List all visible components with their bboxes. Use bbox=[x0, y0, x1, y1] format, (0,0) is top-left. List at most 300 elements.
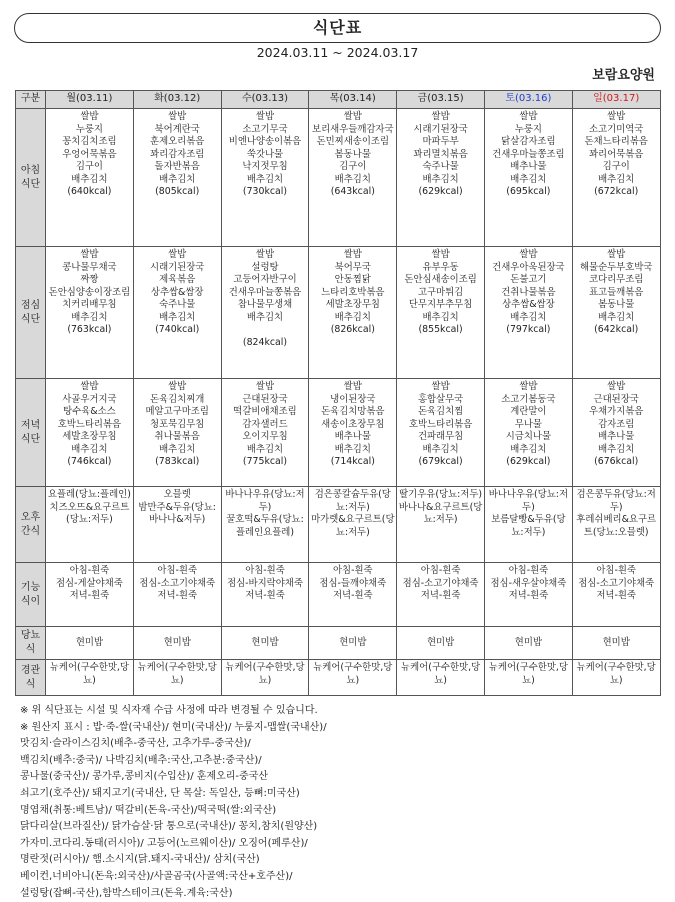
menu-item: 딸기우유(당뇨:저두) bbox=[399, 489, 483, 500]
menu-item: 배추김치 bbox=[246, 173, 284, 185]
menu-item: 참나물무생채 bbox=[237, 299, 293, 310]
menu-cell bbox=[221, 247, 309, 379]
menu-item: 느타리호박볶음 bbox=[321, 286, 385, 298]
menu-item: 상추쌈&쌈장 bbox=[502, 299, 555, 310]
menu-item: 쌀밥 bbox=[255, 111, 275, 122]
menu-item: 표고들깨볶음 bbox=[589, 286, 644, 298]
row-label-line: 기능 bbox=[20, 581, 41, 593]
menu-item: 홍합살무국 bbox=[417, 393, 464, 405]
menu-item: 배추김치 bbox=[598, 311, 635, 323]
menu-item: 바나나&요구르트(당뇨:저두) bbox=[398, 501, 483, 525]
menu-item: 요플레(당뇨:플레인) bbox=[47, 489, 131, 500]
menu-item: 보름달빵&두유(당뇨:저두) bbox=[491, 514, 566, 538]
row-label-line: 오후 bbox=[20, 511, 41, 523]
menu-item: 배추나물 bbox=[598, 431, 635, 442]
menu-cell bbox=[309, 660, 397, 696]
menu-cell bbox=[572, 379, 660, 487]
menu-item: 쌀밥 bbox=[519, 249, 538, 260]
row-label-snack bbox=[16, 487, 46, 563]
menu-item: 낙지젓무침 bbox=[242, 161, 288, 172]
menu-item: 누룽지 bbox=[514, 123, 542, 135]
menu-item: 돈육김치찜 bbox=[417, 406, 464, 417]
menu-item: 쌀밥 bbox=[343, 381, 362, 392]
menu-item: 배추김치 bbox=[598, 443, 635, 455]
menu-item: 오믈렛 bbox=[163, 489, 191, 500]
menu-item: 저녁-흰죽 bbox=[157, 590, 197, 601]
menu-item: 마가렛&요구르트(당뇨:저두) bbox=[311, 514, 395, 538]
menu-item: 돈육김치망볶음 bbox=[321, 406, 385, 417]
menu-item: 제육볶음 bbox=[159, 274, 196, 285]
menu-item: 해물순두부호박국 bbox=[579, 261, 653, 273]
menu-item: 배추김치 bbox=[71, 311, 108, 323]
menu-item: (824kcal) bbox=[242, 336, 288, 348]
menu-item: 건새우마늘쫑조림 bbox=[492, 148, 565, 160]
menu-cell bbox=[572, 109, 660, 247]
menu-item: (629kcal) bbox=[418, 186, 463, 197]
menu-item: 고구마튀김 bbox=[417, 286, 464, 298]
menu-item: 후레쉬베리&요구르트(당뇨:오믈렛) bbox=[576, 514, 657, 538]
menu-item: 아침-흰죽 bbox=[157, 565, 197, 576]
menu-cell bbox=[221, 563, 309, 627]
menu-item: 배추김치 bbox=[246, 443, 284, 455]
menu-item: 꽈리멸치볶음 bbox=[413, 148, 468, 160]
row-dinner bbox=[16, 379, 661, 487]
menu-item: 뉴케어(구수한맛,당뇨) bbox=[225, 662, 305, 686]
row-tube-feeding bbox=[16, 660, 661, 696]
row-diabetic-diet bbox=[16, 627, 661, 660]
menu-cell bbox=[46, 627, 134, 660]
menu-item: 뉴케어(구수한맛,당뇨) bbox=[313, 662, 393, 686]
note-line: ※ 위 식단표는 시설 및 식자재 수급 사정에 따라 변경될 수 있습니다. bbox=[20, 705, 318, 716]
menu-item: 유부우동 bbox=[422, 261, 459, 273]
menu-item: 숙주나물 bbox=[422, 161, 459, 172]
menu-item: 돈육김치찌개 bbox=[150, 393, 205, 405]
menu-item: 배추김치 bbox=[598, 173, 635, 185]
header-fri: 금(03.15) bbox=[397, 91, 485, 109]
menu-cell bbox=[46, 660, 134, 696]
menu-cell bbox=[484, 487, 572, 563]
menu-item: 저녁-흰죽 bbox=[245, 590, 285, 601]
menu-item: 뉴케어(구수한맛,당뇨) bbox=[576, 662, 656, 686]
menu-item: 쌀밥 bbox=[519, 381, 538, 392]
menu-item: 김구이 bbox=[339, 161, 367, 172]
menu-item: 시금치나물 bbox=[505, 431, 552, 442]
menu-cell bbox=[133, 379, 221, 487]
menu-item: 쌀밥 bbox=[80, 381, 99, 392]
row-label-line: 간식 bbox=[20, 525, 41, 537]
menu-cell bbox=[572, 627, 660, 660]
menu-cell bbox=[397, 563, 485, 627]
row-label-line: 저녁 bbox=[20, 419, 41, 431]
menu-item: 배추김치 bbox=[510, 443, 547, 455]
row-label-line: 경관 bbox=[20, 664, 41, 676]
menu-cell bbox=[133, 627, 221, 660]
row-special-diet bbox=[16, 563, 661, 627]
row-label-line: 식 bbox=[25, 644, 36, 655]
header-thu: 목(03.14) bbox=[309, 91, 397, 109]
menu-cell bbox=[397, 379, 485, 487]
menu-cell bbox=[46, 247, 134, 379]
row-label-line: 식이 bbox=[20, 595, 41, 607]
note-line: 쇠고기(호주산)/ 돼지고기(국내산, 단 목살: 독일산, 등뼈:미국산) bbox=[20, 787, 300, 799]
menu-item: 배추나물 bbox=[510, 161, 547, 172]
menu-item: 현미밥 bbox=[163, 636, 191, 648]
row-label-line: 식단 bbox=[20, 313, 41, 325]
menu-cell bbox=[572, 487, 660, 563]
menu-cell bbox=[46, 487, 134, 563]
menu-item: 배추김치 bbox=[159, 443, 196, 455]
menu-item: 뉴케어(구수한맛,당뇨) bbox=[137, 662, 217, 686]
menu-item: 돌자반볶음 bbox=[154, 161, 200, 172]
menu-item: 쌀밥 bbox=[607, 111, 626, 122]
menu-item: 쌀밥 bbox=[80, 111, 99, 122]
menu-item: 검은콩칼슘두유(당뇨:저두) bbox=[314, 489, 391, 513]
note-line: 백김치(배추:중국)/ 나박김치(배추:국산,고추분:중국산)/ bbox=[20, 754, 262, 766]
menu-item: 설렁탕 bbox=[251, 261, 279, 273]
menu-item: 돈안심양송이장조림 bbox=[48, 286, 131, 298]
menu-item: 쌀밥 bbox=[607, 381, 626, 392]
menu-item: 돈불고기 bbox=[510, 274, 547, 285]
menu-cell bbox=[309, 247, 397, 379]
menu-cell bbox=[484, 660, 572, 696]
menu-item: (714kcal) bbox=[330, 456, 375, 467]
menu-item: (642kcal) bbox=[594, 324, 639, 335]
menu-item: 아침-흰죽 bbox=[69, 565, 110, 576]
menu-item: 숙주나물 bbox=[159, 299, 196, 310]
menu-cell bbox=[221, 627, 309, 660]
row-label-line: 아침 bbox=[20, 164, 41, 176]
menu-item: 감자샐러드 bbox=[242, 418, 288, 430]
menu-cell bbox=[484, 627, 572, 660]
row-lunch bbox=[16, 247, 661, 379]
menu-item: (805kcal) bbox=[155, 186, 200, 197]
menu-item: 쌀밥 bbox=[343, 111, 362, 122]
menu-cell bbox=[397, 487, 485, 563]
menu-item: 소고기미역국 bbox=[589, 123, 644, 135]
menu-item: 건취나물볶음 bbox=[501, 286, 556, 298]
menu-item: (629kcal) bbox=[506, 456, 551, 467]
menu-item: 건새우마늘쫑볶음 bbox=[228, 286, 302, 298]
menu-item: 아침-흰죽 bbox=[508, 565, 549, 576]
menu-cell bbox=[484, 563, 572, 627]
menu-item: 쌀밥 bbox=[431, 249, 450, 260]
note-line: 콩나물(중국산)/ 콩가루,콩비지(수입산)/ 훈제오리-중국산 bbox=[20, 771, 269, 783]
menu-item: 돈채느타리볶음 bbox=[584, 136, 648, 147]
menu-item: 배추김치 bbox=[510, 173, 547, 185]
menu-item: 아침-흰죽 bbox=[245, 565, 285, 576]
menu-item: 배추김치 bbox=[71, 443, 108, 455]
row-label-dinner bbox=[16, 379, 46, 487]
row-label-line: 식단 bbox=[20, 178, 41, 190]
menu-cell bbox=[484, 109, 572, 247]
menu-item: 김구이 bbox=[602, 161, 630, 172]
menu-item: 점심-소고기야채죽 bbox=[402, 577, 479, 589]
menu-item: 훈제오리볶음 bbox=[150, 136, 205, 147]
menu-item: 콩나물무채국 bbox=[62, 261, 117, 273]
menu-item: 아침-흰죽 bbox=[332, 565, 373, 576]
menu-item: 닭살감자조림 bbox=[501, 136, 556, 147]
menu-item: 쌀밥 bbox=[255, 249, 275, 260]
menu-item: 뉴케어(구수한맛,당뇨) bbox=[401, 662, 481, 686]
menu-cell bbox=[133, 247, 221, 379]
menu-item: 소고기봄동국 bbox=[501, 393, 556, 405]
menu-item: 봄동나물 bbox=[334, 148, 371, 160]
menu-item: 배추김치 bbox=[422, 173, 459, 185]
menu-item: (695kcal) bbox=[506, 186, 551, 197]
menu-item: 근대된장국 bbox=[242, 393, 288, 405]
menu-item: 바나나우유(당뇨:저두) bbox=[225, 489, 305, 513]
menu-item: 비엔나양송이볶음 bbox=[228, 136, 302, 147]
menu-cell bbox=[397, 627, 485, 660]
menu-cell bbox=[221, 660, 309, 696]
menu-item: 배추김치 bbox=[71, 173, 108, 185]
notes bbox=[20, 703, 660, 902]
menu-item: (826kcal) bbox=[330, 324, 375, 335]
menu-item: 우엉어묵볶음 bbox=[62, 148, 117, 160]
row-label-lunch bbox=[16, 247, 46, 379]
menu-cell bbox=[309, 109, 397, 247]
menu-item: (775kcal) bbox=[242, 456, 288, 467]
menu-item: (740kcal) bbox=[155, 324, 200, 335]
menu-item: 아침-흰죽 bbox=[420, 565, 461, 576]
menu-item: 김구이 bbox=[75, 161, 103, 172]
menu-item: (643kcal) bbox=[330, 186, 375, 197]
menu-item: 저녁-흰죽 bbox=[596, 590, 636, 601]
row-breakfast bbox=[16, 109, 661, 247]
menu-item: 사골우거지국 bbox=[62, 393, 117, 405]
menu-cell bbox=[221, 109, 309, 247]
menu-cell bbox=[221, 487, 309, 563]
menu-item: 쌀밥 bbox=[431, 111, 450, 122]
menu-cell bbox=[572, 660, 660, 696]
menu-item: (730kcal) bbox=[242, 186, 288, 197]
menu-item: 배추김치 bbox=[246, 311, 284, 323]
menu-item: 뉴케어(구수한맛,당뇨) bbox=[49, 662, 129, 686]
menu-item: 새송이초장무침 bbox=[321, 418, 385, 430]
menu-item: 보리새우들깨감자국 bbox=[312, 123, 394, 135]
note-line: 맛김치·슬라이스김치(배추-중국산, 고추가루-중국산)/ bbox=[20, 738, 251, 750]
menu-cell bbox=[133, 487, 221, 563]
menu-item: 쌀밥 bbox=[607, 249, 626, 260]
header-sat: 토(03.16) bbox=[484, 91, 572, 109]
menu-item: 계란말이 bbox=[510, 406, 547, 417]
menu-item: (676kcal) bbox=[594, 456, 639, 467]
row-label-tube-feeding bbox=[16, 660, 46, 696]
menu-item: 저녁-흰죽 bbox=[332, 590, 373, 601]
menu-cell bbox=[46, 109, 134, 247]
menu-item: 감자조림 bbox=[598, 418, 635, 430]
menu-cell bbox=[484, 247, 572, 379]
menu-item: 돈민찌새송이조림 bbox=[316, 136, 390, 147]
note-line: 명엽채(취통:베트남)/ 떡갈비(돈육-국산)/떡국떡(쌀:외국산) bbox=[20, 804, 277, 816]
menu-item: 배추김치 bbox=[334, 173, 371, 185]
menu-item: 코다리무조림 bbox=[589, 274, 644, 285]
menu-item: 무나물 bbox=[514, 418, 542, 430]
header-wed: 수(03.13) bbox=[221, 91, 309, 109]
menu-item: 떡갈비애채조림 bbox=[233, 406, 297, 417]
menu-item: 현미밥 bbox=[514, 636, 542, 648]
date-range: 2024.03.11 ~ 2024.03.17 bbox=[256, 45, 419, 60]
menu-item: 소고기무국 bbox=[242, 123, 288, 135]
menu-item: 꽁치김치조림 bbox=[62, 136, 117, 147]
page-title: 식단표 bbox=[14, 13, 661, 43]
note-line: 설렁탕(잡뼈-국산),함박스테이크(돈육.계육:국산) bbox=[20, 887, 233, 899]
menu-item: 점심-바지락야채죽 bbox=[227, 577, 303, 589]
menu-item: 저녁-흰죽 bbox=[420, 590, 461, 601]
menu-item: 취나물볶음 bbox=[154, 431, 200, 442]
menu-item: 쌀밥 bbox=[431, 381, 450, 392]
menu-item: 배추김치 bbox=[510, 311, 547, 323]
menu-item: 현미밥 bbox=[602, 636, 630, 648]
menu-item: 짜짱 bbox=[80, 274, 99, 285]
menu-item: 배추김치 bbox=[159, 173, 196, 185]
menu-cell bbox=[46, 563, 134, 627]
menu-item: 점심-게살야채죽 bbox=[56, 577, 123, 589]
menu-item: 탕수육&소스 bbox=[63, 406, 116, 417]
menu-item: 시래기된장국 bbox=[150, 261, 205, 273]
menu-item: 북어무국 bbox=[334, 261, 371, 273]
menu-item: 뉴케어(구수한맛,당뇨) bbox=[488, 662, 568, 686]
menu-item: 봄동나물 bbox=[598, 299, 635, 310]
menu-item: 호박느타리볶음 bbox=[57, 418, 122, 430]
menu-item: 저녁-흰죽 bbox=[69, 590, 110, 601]
menu-item: (797kcal) bbox=[506, 324, 551, 335]
note-line: ※ 원산지 표시 : 밥·죽-쌀(국내산)/ 현미(국내산)/ 누룽지-맵쌀(국내산)/ bbox=[20, 721, 327, 733]
menu-cell bbox=[397, 660, 485, 696]
menu-item: 아침-흰죽 bbox=[596, 565, 636, 576]
menu-item: (855kcal) bbox=[418, 324, 463, 335]
menu-item: 쌀밥 bbox=[80, 249, 99, 260]
menu-cell bbox=[133, 109, 221, 247]
menu-item: 건새우아욱된장국 bbox=[492, 261, 565, 273]
menu-item: 단무지부추무침 bbox=[408, 299, 473, 310]
menu-item: 메알고구마조림 bbox=[145, 406, 209, 417]
menu-cell bbox=[221, 379, 309, 487]
menu-cell bbox=[484, 379, 572, 487]
menu-item: 세발초장무침 bbox=[62, 431, 117, 442]
menu-item: 세발초장무침 bbox=[325, 299, 380, 310]
menu-item: 배추김치 bbox=[334, 443, 371, 455]
note-line: 베이컨,너비아니(돈육:외국산)/사골곰국(사골액:국산+호주산)/ bbox=[20, 870, 293, 882]
menu-item: 쌀밥 bbox=[168, 381, 187, 392]
menu-item: 고등어자반구이 bbox=[233, 274, 297, 285]
menu-cell bbox=[572, 247, 660, 379]
header-category: 구분 bbox=[16, 91, 46, 109]
menu-item: 안동찜닭 bbox=[334, 274, 371, 285]
menu-cell bbox=[46, 379, 134, 487]
facility-name: 보람요양원 bbox=[592, 68, 655, 83]
menu-item: 꽈리감자조림 bbox=[150, 148, 205, 160]
header-mon: 월(03.11) bbox=[46, 91, 134, 109]
header-sun: 일(03.17) bbox=[572, 91, 660, 109]
header-row bbox=[16, 91, 661, 109]
menu-item: (763kcal) bbox=[67, 324, 112, 335]
row-label-line: 점심 bbox=[20, 299, 41, 311]
row-label-breakfast bbox=[16, 109, 46, 247]
menu-cell bbox=[309, 627, 397, 660]
menu-item: 배추나물 bbox=[334, 431, 371, 442]
note-line: 명란젓(러시아)/ 햄.소시지(닭.돼지-국내산)/ 삼치(국산) bbox=[20, 854, 260, 866]
menu-item: 오이지무침 bbox=[242, 431, 288, 442]
menu-item: 점심-새우살야채죽 bbox=[490, 577, 567, 589]
menu-item: (640kcal) bbox=[67, 186, 112, 197]
header-tue: 화(03.12) bbox=[133, 91, 221, 109]
note-line: 가자미.코다리.동태(러시아)/ 고등어(노르웨이산)/ 오징어(페루산)/ bbox=[20, 837, 308, 849]
menu-item: 저녁-흰죽 bbox=[508, 590, 549, 601]
menu-item: 호박느타리볶음 bbox=[408, 418, 473, 430]
menu-item: 쌀밥 bbox=[343, 249, 362, 260]
menu-cell bbox=[309, 487, 397, 563]
menu-item: 마파두부 bbox=[422, 136, 459, 147]
menu-item: 쌀밥 bbox=[168, 111, 187, 122]
row-label-line: 식 bbox=[25, 678, 36, 690]
row-label-line: 당뇨 bbox=[20, 630, 41, 641]
menu-item: 검은콩두유(당뇨:저두) bbox=[576, 489, 656, 513]
menu-cell bbox=[133, 660, 221, 696]
menu-item: 배추김치 bbox=[334, 311, 371, 323]
menu-item bbox=[223, 324, 308, 337]
menu-item: 돈안심새송이조림 bbox=[404, 274, 477, 285]
menu-item: 치즈오뜨&요구르트(당뇨:저두) bbox=[49, 501, 130, 525]
menu-item: 누룽지 bbox=[75, 123, 103, 135]
menu-cell bbox=[397, 109, 485, 247]
menu-item: 우채가지볶음 bbox=[589, 406, 644, 417]
row-snack bbox=[16, 487, 661, 563]
menu-item: 쌀밥 bbox=[168, 249, 187, 260]
menu-cell bbox=[133, 563, 221, 627]
menu-item: 배추김치 bbox=[422, 443, 459, 455]
row-label-line: 식단 bbox=[20, 433, 41, 445]
row-label-diabetic-diet bbox=[16, 627, 46, 660]
menu-item: 바나나우유(당뇨:저두) bbox=[488, 489, 569, 513]
menu-cell bbox=[572, 563, 660, 627]
menu-item: 꿀호떡&두유(당뇨:플레인요플레) bbox=[226, 514, 304, 538]
menu-item: 배추김치 bbox=[422, 311, 459, 323]
menu-item: 쑥갓나물 bbox=[246, 148, 284, 160]
menu-item: 쌀밥 bbox=[519, 111, 538, 122]
menu-item: 상추쌈&쌈장 bbox=[150, 286, 204, 298]
menu-item: (672kcal) bbox=[594, 186, 639, 197]
menu-item: 치커리배무침 bbox=[62, 299, 117, 310]
menu-cell bbox=[309, 379, 397, 487]
menu-item: 쌀밥 bbox=[255, 381, 275, 392]
menu-table bbox=[15, 90, 661, 696]
menu-item: 꽈리어묵볶음 bbox=[589, 148, 644, 160]
menu-item: 밤만주&두유(당뇨:바나나&저두) bbox=[138, 501, 216, 525]
row-label-special-diet bbox=[16, 563, 46, 627]
menu-item: 현미밥 bbox=[427, 636, 455, 648]
menu-item: 청포묵김무침 bbox=[150, 418, 205, 430]
menu-item: 현미밥 bbox=[339, 636, 367, 648]
menu-cell bbox=[397, 247, 485, 379]
menu-item: 시래기된장국 bbox=[413, 123, 468, 135]
menu-item: 현미밥 bbox=[251, 636, 279, 648]
menu-item: 냉이된장국 bbox=[330, 393, 376, 405]
menu-item: 근대된장국 bbox=[593, 393, 639, 405]
menu-item: 북어계란국 bbox=[154, 123, 200, 135]
menu-item: (746kcal) bbox=[67, 456, 112, 467]
note-line: 닭다리살(브라질산)/ 닭가슴살·닭 통으로(국내산)/ 꽁치,참치(원양산) bbox=[20, 821, 318, 833]
menu-item: (783kcal) bbox=[155, 456, 200, 467]
menu-item: 점심-들깨야채죽 bbox=[319, 577, 387, 589]
menu-item: 건파래무침 bbox=[417, 431, 464, 442]
menu-cell bbox=[309, 563, 397, 627]
menu-item: 점심-소고기야채죽 bbox=[578, 577, 655, 589]
menu-item: (679kcal) bbox=[418, 456, 463, 467]
menu-item: 배추김치 bbox=[159, 311, 196, 323]
menu-item: 점심-소고기야채죽 bbox=[139, 577, 216, 589]
menu-item: 현미밥 bbox=[75, 636, 103, 648]
